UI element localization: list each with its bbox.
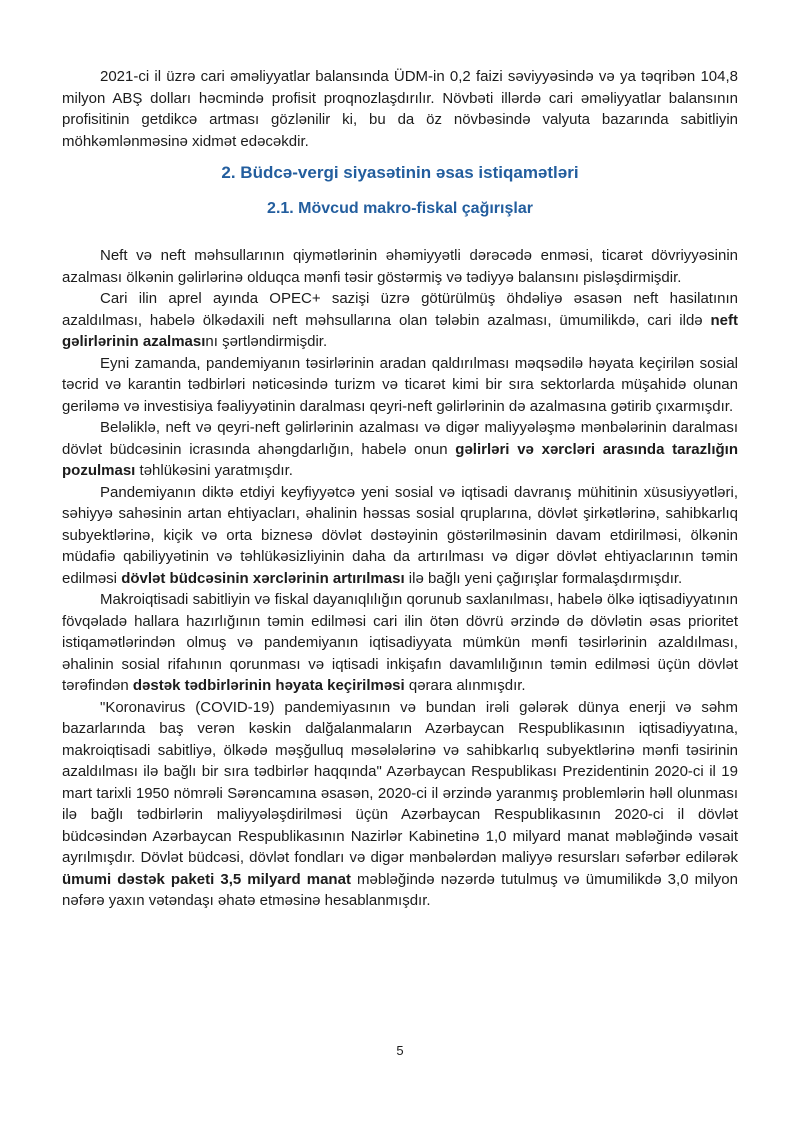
paragraph-oil-prices-decline: Neft və neft məhsullarının qiymətlərinin əhəmiyyətli dərəcədə enməsi, ticarət dövriyyəsinin azalması ölkənin gəlirlərinə olduqca mənfi təsir göstərmiş və tədiyyə balansını pisləşdirmişdir. xyxy=(62,247,738,286)
paragraph-current-account-balance: 2021-ci il üzrə cari əməliyyatlar balansında ÜDM-in 0,2 faizi səviyyəsində və ya təqribən 104,8 milyon ABŞ dolları həcmində profisit proqnozlaşdırılır. Növbəti illərdə cari əməliyyatlar balansının profisitinin getdikcə artması gözlənilir ki, bu da öz növbəsində valyuta bazarında sabitliyin möhkəmlənməsinə xidmət edəcəkdir. xyxy=(62,68,738,150)
paragraph-opec-agreement: Cari ilin aprel ayında OPEC+ sazişi üzrə götürülmüş öhdəliyə əsasən neft hasilatının azaldılması, habelə ölkədaxili neft məhsullarına olan tələbin azalması, ümumilikdə, cari ildə neft gəlirlərinin azalmasını şərtləndirmişdir. xyxy=(62,290,738,350)
paragraph-budget-balance-risk: Beləliklə, neft və qeyri-neft gəlirlərinin azalması və digər maliyyələşmə mənbələrinin daralması dövlət büdcəsinin icrasında ahəngdarlığın, habelə onun gəlirləri və xərcləri arasında tarazlığın pozulması təhlükəsini yaratmışdır. xyxy=(62,419,738,479)
paragraph-covid-decree-support-package: "Koronavirus (COVID-19) pandemiyasının və bundan irəli gələrək dünya enerji və səhm bazarlarında baş verən kəskin dalğalanmaların Azərbaycan Respublikasının iqtisadiyyatına, makroiqtisadi sabitliyə, ölkədə məşğulluq məsələlərinə və sahibkarlıq subyektlərinə mənfi təsirinin azaldılması ilə bağlı bir sıra tədbirlər haqqında" Azərbaycan Respublikası Prezidentinin 2020-ci il 19 mart tarixli 1950 nömrəli Sərəncamına əsasən, 2020-ci il ərzində yaranmış problemlərin həll olunması ilə bağlı tədbirlərin maliyyələşdirilməsi üçün Azərbaycan Respublikasının 2020-ci il dövlət büdcəsindən Azərbaycan Respublikasının Nazirlər Kabinetinə 1,0 milyard manat məbləğində vəsait ayrılmışdır. Dövlət büdcəsi, dövlət fondları və digər mənbələrdən maliyyə resursları səfərbər edilərək ümumi dəstək paketi 3,5 milyard manat məbləğində nəzərdə tutulmuş və ümumilikdə 3,0 milyon nəfərə yaxın vətəndaşı əhatə etməsinə hesablanmışdır. xyxy=(62,698,738,909)
page-footer xyxy=(0,1042,800,1060)
section-heading-budget-tax-policy: 2. Büdcə-vergi siyasətinin əsas istiqamətləri xyxy=(221,163,579,182)
document-content xyxy=(62,66,738,912)
subsection-heading-macro-fiscal-challenges: 2.1. Mövcud makro-fiskal çağırışlar xyxy=(267,200,533,217)
paragraph-new-challenges-expenditures: Pandemiyanın diktə etdiyi keyfiyyətcə yeni sosial və iqtisadi davranış mühitinin xüsusiyyətləri, səhiyyə sahəsinin artan ehtiyacları, əhalinin həssas sosial qruplarına, dövlət şirkətlərinə, sahibkarlıq subyektlərinə, kiçik və orta biznesə dövlət dəstəyinin göstərilməsinin davam etdirilməsi, ölkənin müdafiə qabiliyyətinin və təhlükəsizliyinin daha da artırılması və digər dövlət ehtiyaclarının təmin edilməsi dövlət büdcəsinin xərclərinin artırılması ilə bağlı yeni çağırışlar formalaşdırmışdır. xyxy=(62,483,738,587)
paragraph-pandemic-measures: Eyni zamanda, pandemiyanın təsirlərinin aradan qaldırılması məqsədilə həyata keçirilən sosial təcrid və karantin tədbirləri nəticəsində turizm və ticarət kimi bir sıra sektorlarda müşahidə olunan geriləmə və investisiya fəaliyyətinin daralması qeyri-neft gəlirlərinin də azalmasına gətirib çıxarmışdır. xyxy=(62,354,738,415)
paragraph-macro-stability-support: Makroiqtisadi sabitliyin və fiskal dayanıqlılığın qorunub saxlanılması, habelə ölkə iqtisadiyyatının fövqəladə hallara hazırlığının təmin edilməsi cari ilin ötən dövrü ərzində də dövlətin əsas prioritet istiqamətlərindən olmuş və pandemiyanın iqtisadiyyata mümkün mənfi təsirlərinin azaldılması, əhalinin sosial rifahının qorunması və iqtisadi inkişafın davamlılığının təmin edilməsi üçün dövlət tərəfindən dəstək tədbirlərinin həyata keçirilməsi qərara alınmışdır. xyxy=(62,591,738,694)
page-number: 5 xyxy=(396,1043,404,1058)
